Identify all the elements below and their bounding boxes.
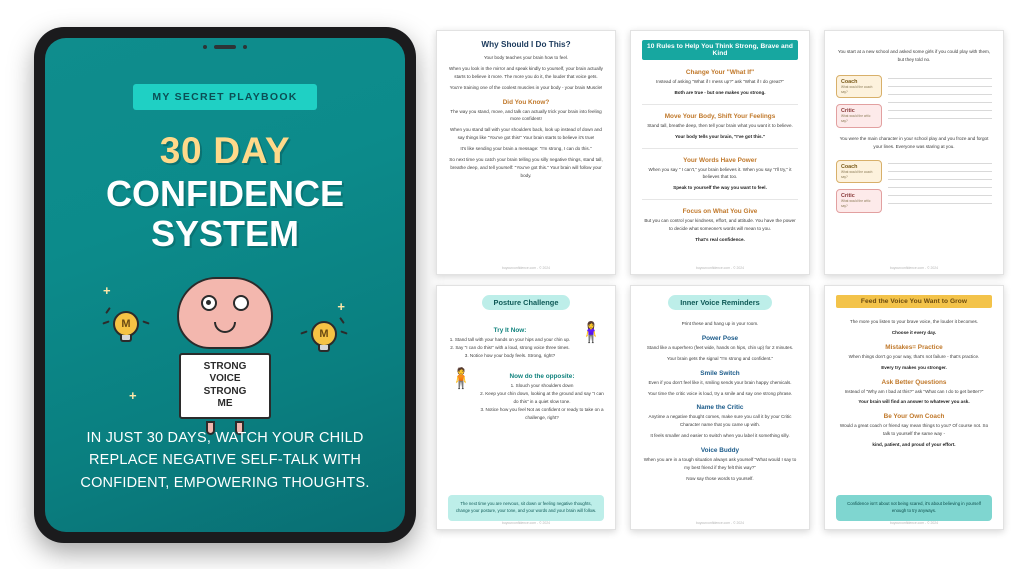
page-callout: Confidence isn't about not being scared, it's about believing in yourself enough to try anyways. (836, 495, 992, 521)
divider (642, 104, 798, 105)
page-paragraph: Instead of asking "What if I mess up?" ask "What if I do great?" (656, 79, 784, 84)
cover-title-mid: CONFIDENCE (105, 173, 344, 214)
write-line (888, 78, 992, 79)
page-school-story[interactable] (824, 30, 1004, 275)
page-paragraph: Your body teaches your brain how to feel. (483, 55, 569, 60)
section-heading: Smile Switch (700, 369, 740, 377)
write-line (888, 187, 992, 188)
page-paragraph: You were the main character in your school play and you froze and forgot your lines. Everyone was staring at you. (839, 135, 989, 149)
card-note: What would the critic say? (841, 199, 871, 209)
tablet-screen (45, 38, 405, 532)
cover-tagline: IN JUST 30 DAYS, WATCH YOUR CHILD REPLACE NEGATIVE SELF-TALK WITH CONFIDENT, EMPOWERING THOUGHTS. (80, 429, 370, 491)
page-footer: buyourconfidence.com - © 2024 (889, 521, 939, 525)
page-paragraph-bold: kind, patient, and proud of your effort. (872, 442, 956, 448)
coach-critic-block[interactable] (836, 75, 992, 128)
section-heading: Voice Buddy (700, 447, 740, 455)
page-paragraph: Anytime a negative thought comes, make sure you call it by your Critic Character name that you came up with. (648, 414, 792, 428)
standing-tall-figure-icon: 🧍‍♀️ (578, 322, 604, 344)
section-heading: Power Pose (701, 334, 739, 342)
coach-card[interactable] (836, 75, 882, 99)
section-heading: Now do the opposite: (509, 373, 575, 381)
section-heading: Try It Now: (493, 327, 527, 334)
card-note: What would the coach say? (841, 169, 873, 179)
cover-illustration (75, 277, 375, 427)
page-paragraph: It's like sending your brain a message: "I'm strong, I can do this." (460, 146, 592, 152)
write-line (888, 94, 992, 95)
bulb-ray-icon (339, 317, 345, 324)
write-line (888, 203, 992, 204)
critic-card[interactable] (836, 189, 882, 213)
slouching-figure-icon: 🧍 (448, 368, 474, 391)
section-heading: Be Your Own Coach (883, 413, 945, 421)
sensor-dot-icon (243, 45, 247, 49)
page-paragraph: But you can control your kindness, effort, and attitude. You have the power to decide what someone's words will mean to you. (644, 218, 796, 232)
list-item: 2. Say "I can do this!" with a loud, strong voice three times. (450, 344, 570, 350)
page-subtitle: Print these and hang up in your room. (681, 321, 759, 326)
page-bullet: Now say those words to yourself. (686, 475, 754, 481)
page-paragraph: Would a great coach or friend say mean things to you? Of course not. So talk to yourself the same way - (839, 423, 989, 437)
section-heading: Ask Better Questions (881, 378, 947, 386)
speaker-slot-icon (214, 45, 236, 49)
page-paragraph-bold: Choose it every day. (891, 329, 937, 335)
page-footer: buyourconfidence.com - © 2024 (889, 266, 939, 270)
card-note: What would the coach say? (841, 84, 873, 94)
page-paragraph: You're training one of the coolest muscles in your body - your brain Muscle! (449, 84, 603, 90)
page-bullet: Your brain gets the signal "I'm strong and confident." (666, 355, 774, 361)
bulb-letter: M (311, 321, 337, 347)
section-heading: Mistakes= Practice (885, 343, 943, 351)
page-paragraph: The way you stand, move, and talk can actually trick your brain into feeling more confident! (450, 108, 602, 122)
page-footer: buyourconfidence.com - © 2024 (695, 266, 745, 270)
cover-title-bottom: SYSTEM (150, 212, 300, 254)
brain-sign (179, 353, 271, 419)
list-item: 2. Keep your chin down, looking at the ground and say "I can do this" in a quiet slow tone. (480, 391, 604, 404)
page-10-rules[interactable] (630, 30, 810, 275)
page-footer: buyourconfidence.com - © 2024 (501, 266, 551, 270)
cover-badge: MY SECRET PLAYBOOK (133, 84, 316, 110)
page-why-should-i-do-this[interactable] (436, 30, 616, 275)
page-title: Feed the Voice You Want to Grow (836, 295, 992, 308)
page-paragraph-bold: Every try makes you stronger. (881, 364, 947, 370)
bulb-ray-icon (340, 330, 347, 334)
page-paragraph: When you say " I can't," your brain believes it. When you say "I'll try," it believes that too. (648, 166, 792, 180)
worksheet-pages-grid (436, 30, 1006, 540)
tablet-camera-bar (203, 45, 247, 49)
page-paragraph-bold: That's real confidence. (695, 237, 745, 243)
cover-title-top: 30 DAY (159, 130, 291, 171)
page-paragraph: The more you listen to your brave voice, the louder it becomes. (849, 319, 979, 324)
page-title: Inner Voice Reminders (668, 295, 772, 310)
card-name: Coach (841, 78, 858, 85)
list-item: 3. Notice how your body feels. Strong, right? (464, 352, 556, 358)
list-item: 3. Notice how you feel Not as confident or ready to take on a challenge, right? (480, 406, 604, 420)
page-subheading: Your Words Have Power (683, 156, 757, 164)
page-bullet: It feels smaller and easier to switch when you label it something silly. (650, 433, 790, 439)
sparkle-plus-icon: + (103, 282, 111, 298)
page-title: Why Should I Do This? (481, 40, 571, 49)
bulb-letter: M (113, 311, 139, 337)
critic-card[interactable] (836, 104, 882, 128)
page-intro: You start at a new school and asked some girls if you could play with them, but they told no. (837, 49, 991, 62)
page-paragraph-bold: Speak to yourself the way you want to feel. (673, 185, 767, 191)
write-line (888, 163, 992, 164)
page-inner-voice-reminders[interactable] (630, 285, 810, 530)
coach-card[interactable] (836, 160, 882, 184)
list-item: 1. Slouch your shoulders down (510, 383, 574, 389)
bulb-ray-icon (105, 307, 111, 314)
page-paragraph: When you are in a tough situation always ask yourself "What would I say to my best friend if they felt this way?" (643, 457, 797, 471)
write-line (888, 171, 992, 172)
page-callout: The next time you are nervous, sit down or feeling negative thoughts, change your posture, your tone, and your words and your brain will follow. (448, 495, 604, 521)
write-line (888, 118, 992, 119)
sparkle-plus-icon: + (129, 387, 137, 403)
page-posture-challenge[interactable] (436, 285, 616, 530)
page-paragraph-bold: Both are true - but one makes you strong. (674, 89, 766, 95)
page-subheading: Did You Know? (502, 98, 550, 106)
section-heading: Name the Critic (696, 404, 744, 412)
lightbulb-icon (113, 311, 139, 345)
bulb-ray-icon (142, 320, 149, 324)
page-paragraph-bold: Your brain will find an answer to whatever you ask. (858, 399, 970, 405)
write-line (888, 179, 992, 180)
brain-eye-icon (206, 300, 211, 305)
write-line (888, 86, 992, 87)
bulb-base-icon (120, 335, 132, 342)
card-name: Critic (841, 193, 855, 200)
page-subheading: Change Your "What If" (685, 69, 755, 76)
card-note: What would the critic say? (841, 114, 871, 124)
page-paragraph: Instead of "Why am I bad at this?" ask "What can I do to get better?" (844, 388, 984, 394)
bulb-base-icon (318, 345, 330, 352)
tablet-device-frame (34, 27, 416, 543)
write-line (888, 102, 992, 103)
camera-dot-icon (203, 45, 207, 49)
page-subheading: Move Your Body, Shift Your Feelings (664, 112, 776, 120)
list-item: 1. Stand tall with your hands on your hips and your chin up. (449, 337, 571, 342)
divider (642, 199, 798, 200)
page-paragraph-bold: Your body tells your brain, "I've got this." (674, 133, 766, 139)
step-list (480, 382, 604, 421)
page-footer: buyourconfidence.com - © 2024 (501, 521, 551, 525)
page-feed-the-voice[interactable] (824, 285, 1004, 530)
brain-eye-icon (239, 300, 244, 305)
bulb-ray-icon (300, 330, 307, 334)
step-list (448, 336, 572, 359)
page-subheading: Focus on What You Give (682, 208, 758, 216)
brain-smile-icon (214, 322, 236, 333)
card-name: Coach (841, 163, 858, 170)
page-bullet: Your time the critic voice is loud, try a smile and say one strong phrase. (647, 390, 793, 396)
page-paragraph: When things don't go your way, that's not failure - that's practice. (848, 353, 980, 359)
lightbulb-icon (311, 321, 337, 355)
write-in-lines[interactable] (888, 75, 992, 126)
sign-line-1: STRONG (203, 360, 247, 372)
page-paragraph: When you look in the mirror and speak kindly to yourself, your brain actually starts to believe it more. The more you do it, the louder that voice gets. (449, 65, 603, 79)
page-paragraph: So next time you catch your brain telling you silly negative things, stand tall, breathe deep, and tell yourself: "You've got this." Your brain will follow your body. (449, 157, 603, 178)
page-title: 10 Rules to Help You Think Strong, Brave and Kind (642, 40, 798, 60)
sign-line-2: VOICE (209, 373, 241, 385)
brain-head-icon (177, 277, 273, 349)
divider (642, 148, 798, 149)
coach-critic-block[interactable] (836, 160, 992, 213)
sign-line-3: STRONG (203, 385, 247, 397)
bulb-ray-icon (102, 320, 109, 324)
sign-line-4: ME (217, 398, 233, 410)
page-paragraph: Stand tall, breathe deep, then tell your brain what you want it to believe. (647, 122, 793, 128)
page-title: Posture Challenge (482, 295, 571, 310)
page-footer: buyourconfidence.com - © 2024 (695, 521, 745, 525)
page-paragraph: When you stand tall with your shoulders back, look up instead of down and say things like "You've got this!" Your brain starts to believe it's true! (450, 127, 602, 141)
write-line (888, 195, 992, 196)
write-line (888, 110, 992, 111)
card-name: Critic (841, 108, 855, 115)
brain-character-icon (165, 277, 285, 435)
sparkle-plus-icon: + (337, 298, 345, 314)
page-paragraph: Even if you don't feel like it, smiling sends your brain happy chemicals. (648, 379, 792, 385)
page-paragraph: Stand like a superhero (feet wide, hands on hips, chin up) for 2 minutes. (646, 344, 794, 350)
write-in-lines[interactable] (888, 160, 992, 211)
